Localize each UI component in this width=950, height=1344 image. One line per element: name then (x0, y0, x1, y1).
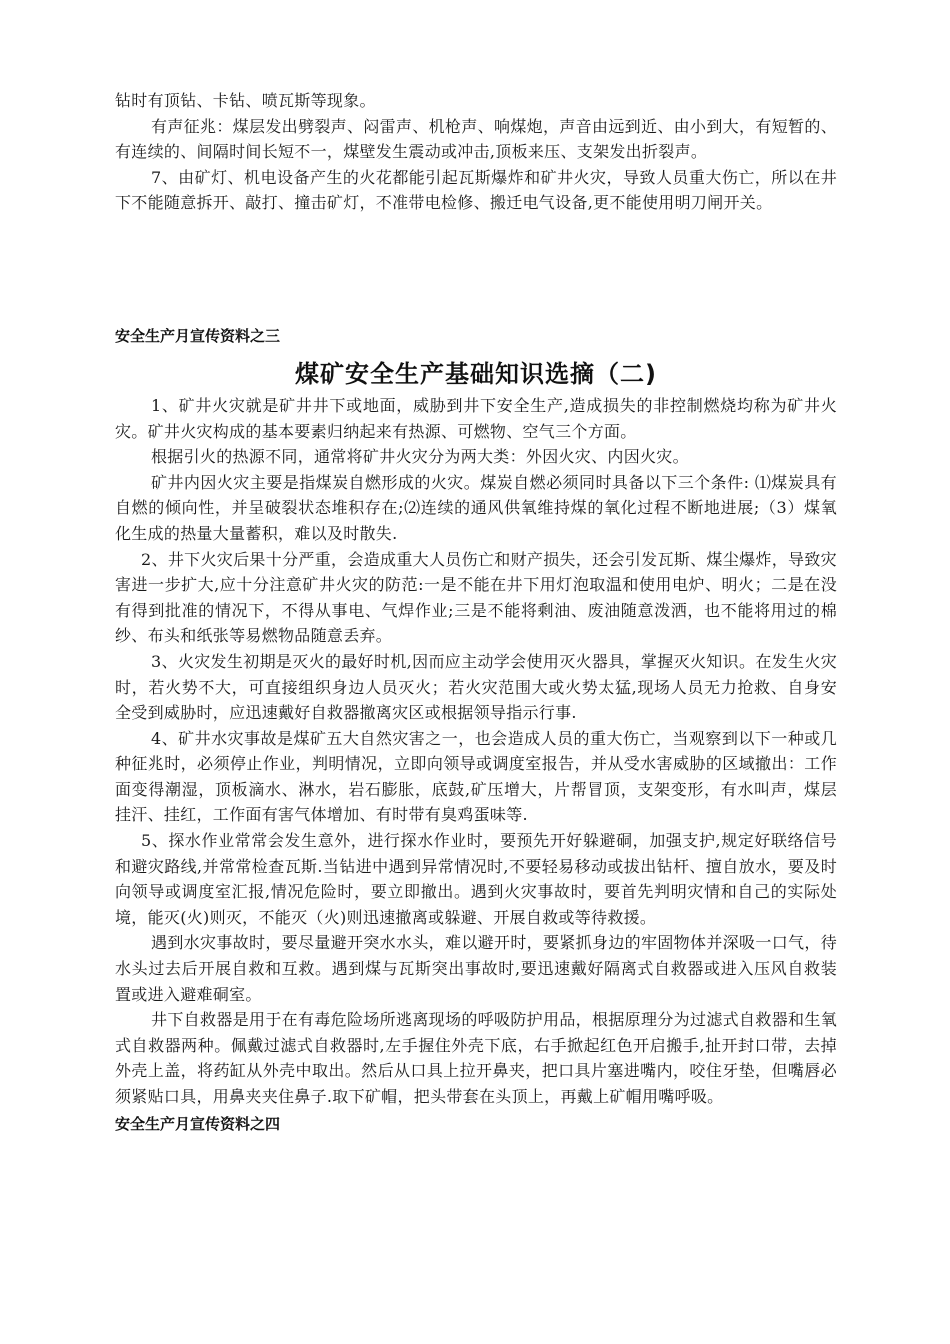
section-three-paragraph-5: 3、火灾发生初期是灭火的最好时机,因而应主动学会使用灭火器具，掌握灭火知识。在发生火灾时，若火势不大，可直接组织身边人员灭火；若火灾范围大或火势太猛,现场人员无力抢救、自身安全受到威胁时，应迅速戴好自救器撤离灾区或根据领导指示行事. (115, 651, 837, 723)
section-three-paragraph-3: 矿井内因火灾主要是指煤炭自燃形成的火灾。煤炭自燃必须同时具备以下三个条件: ⑴煤炭具有自燃的倾向性，并呈破裂状态堆积存在;⑵连续的通风供氧维持煤的氧化过程不断地进展;（3）煤氧化生成的热量大量蓄积，难以及时散失. (115, 472, 837, 543)
section-three-paragraph-2: 根据引火的热源不同，通常将矿井火灾分为两大类：外因火灾、内因火灾。 (151, 447, 689, 467)
section-label-four: 安全生产月宣传资料之四 (115, 1114, 281, 1133)
section-label-three: 安全生产月宣传资料之三 (115, 326, 281, 345)
section-three-paragraph-9: 井下自救器是用于在有毒危险场所逃离现场的呼吸防护用品，根据原理分为过滤式自救器和生氧式自救器两种。佩戴过滤式自救器时,左手握住外壳下底，右手掀起红色开启搬手,扯开封口带，去掉外壳上盖，将药缸从外壳中取出。然后从口具上拉开鼻夹，把口具片塞进嘴内，咬住牙垫，但嘴唇必须紧贴口具，用鼻夹夹住鼻子.取下矿帽，把头带套在头顶上，再戴上矿帽用嘴呼吸。 (115, 1010, 837, 1106)
section-three-paragraph-7: 5、探水作业常常会发生意外，进行探水作业时，要预先开好躲避硐，加强支护,规定好联络信号和避灾路线,并常常检查瓦斯.当钻进中遇到异常情况时,不要轻易移动或拔出钻杆、擅自放水，要及时向领导或调度室汇报,情况危险时，要立即撤出。遇到火灾事故时，要首先判明灾情和自己的实际处境，能灭(火)则灭，不能灭（火)则迅速撤离或躲避、开展自救或等待救援。 (115, 831, 837, 927)
section-three-paragraph-6: 4、矿井水灾事故是煤矿五大自然灾害之一，也会造成人员的重大伤亡，当观察到以下一种或几种征兆时，必须停止作业，判明情况，立即向领导或调度室报告，并从受水害威胁的区域撤出：工作面变得潮湿，顶板滴水、淋水，岩石膨胀，底鼓,矿压增大，片帮冒顶，支架变形，有水叫声，煤层挂汗、挂红，工作面有害气体增加、有时带有臭鸡蛋味等. (115, 728, 837, 825)
top-paragraph-1: 钻时有顶钻、卡钻、喷瓦斯等现象。 (115, 91, 376, 110)
top-paragraph-3: 7、由矿灯、机电设备产生的火花都能引起瓦斯爆炸和矿井火灾，导致人员重大伤亡，所以在井下不能随意拆开、敲打、撞击矿灯，不准带电检修、搬迁电气设备,更不能使用明刀闸开关。 (115, 167, 837, 213)
section-three-paragraph-1: 1、矿井火灾就是矿井井下或地面，威胁到井下安全生产,造成损失的非控制燃烧均称为矿井火灾。矿井火灾构成的基本要素归纳起来有热源、可燃物、空气三个方面。 (115, 395, 837, 441)
section-three-paragraph-4: 2、井下火灾后果十分严重，会造成重大人员伤亡和财产损失，还会引发瓦斯、煤尘爆炸，导致灾害进一步扩大,应十分注意矿井火灾的防范:一是不能在井下用灯泡取温和使用电炉、明火；二是在没有得到批准的情况下，不得从事电、气焊作业;三是不能将剩油、废油随意泼洒，也不能将用过的棉纱、布头和纸张等易燃物品随意丢弃。 (115, 549, 837, 646)
top-paragraph-2: 有声征兆：煤层发出劈裂声、闷雷声、机枪声、响煤炮，声音由远到近、由小到大，有短暂的、有连续的、间隔时间长短不一，煤壁发生震动或冲击,顶板来压、支架发出折裂声。 (115, 116, 837, 162)
document-title: 煤矿安全生产基础知识选摘（二) (295, 359, 657, 388)
section-three-paragraph-8: 遇到水灾事故时，要尽量避开突水水头，难以避开时，要紧抓身边的牢固物体并深吸一口气，待水头过去后开展自救和互救。遇到煤与瓦斯突出事故时,要迅速戴好隔离式自救器或进入压风自救装置或进入避难硐室。 (115, 933, 837, 1004)
document-page (115, 88, 837, 1134)
